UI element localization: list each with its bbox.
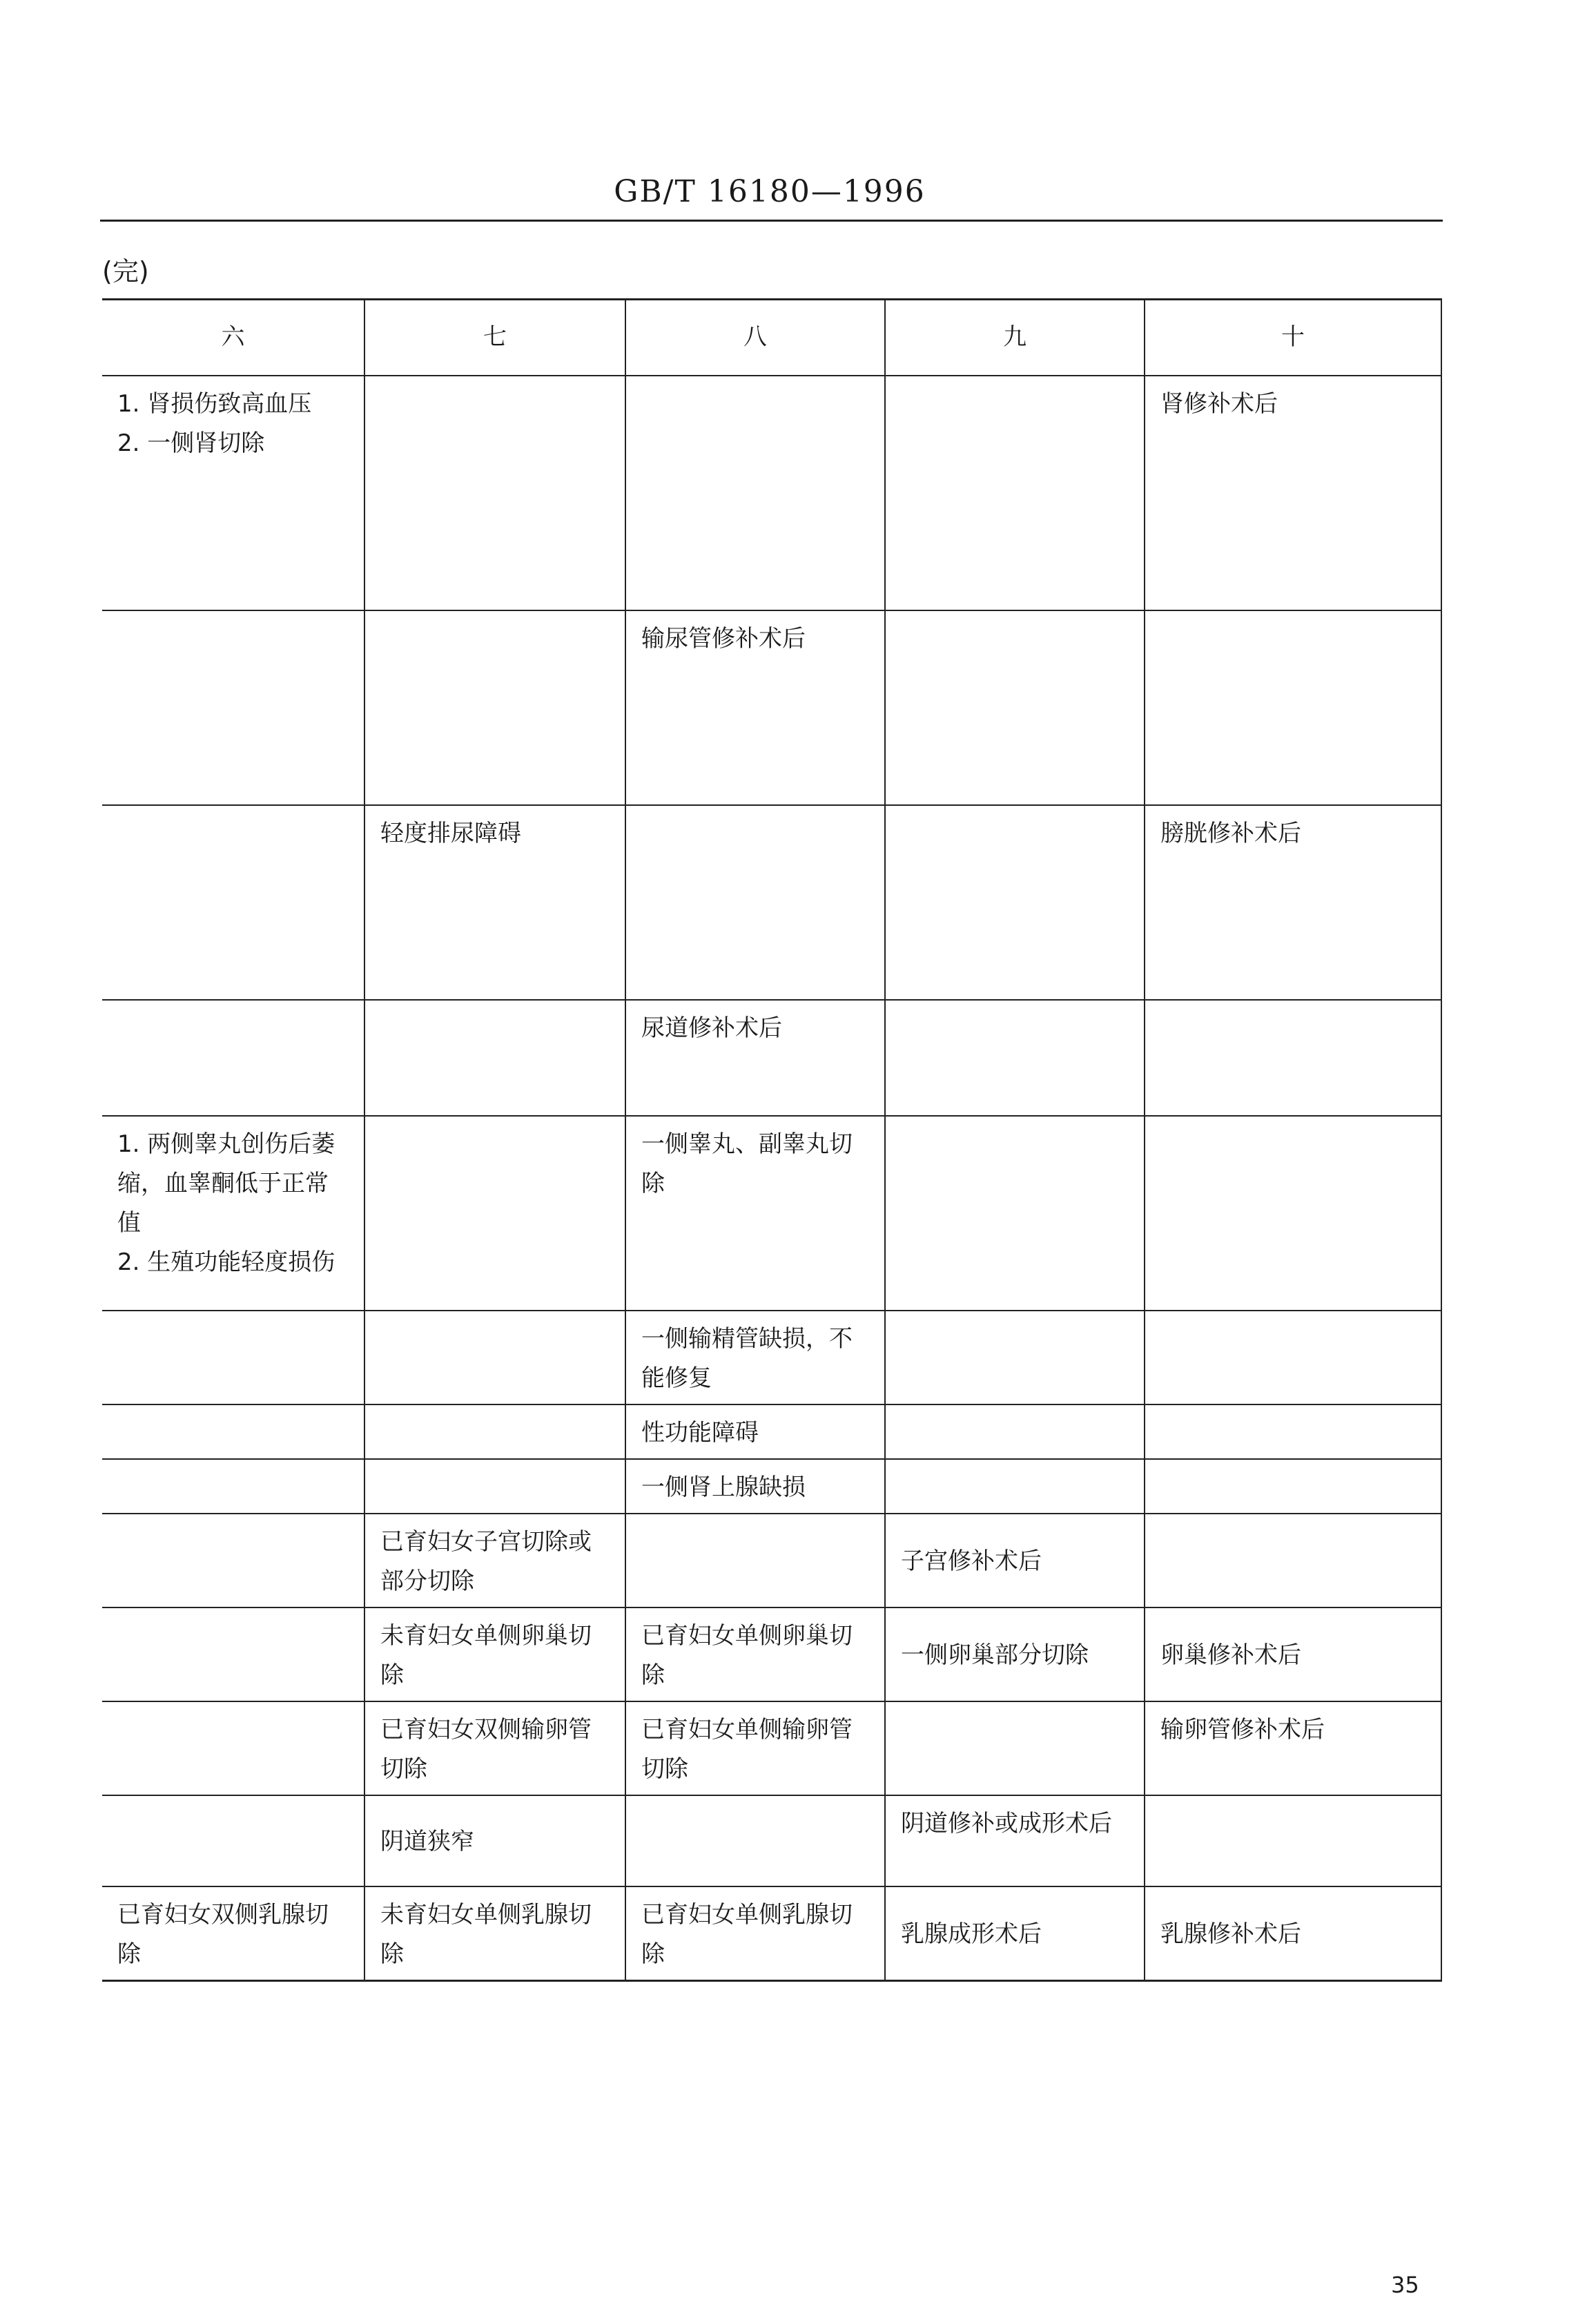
table-cell [364, 1701, 625, 1795]
table-row [102, 376, 1441, 610]
column-header: 九 [885, 300, 1145, 376]
table-cell [102, 376, 364, 610]
table-cell [102, 1404, 364, 1459]
cell-text: 已育妇女子宫切除或部分切除 [380, 1527, 592, 1595]
table-cell [1145, 1514, 1441, 1607]
table-header-row [102, 300, 1441, 376]
table-cell [625, 805, 885, 1000]
cell-text: 2. 生殖功能轻度损伤 [117, 1248, 335, 1276]
table-cell [885, 1000, 1145, 1116]
table-cell [625, 1886, 885, 1981]
column-header: 六 [102, 300, 364, 376]
table-cell [102, 1116, 364, 1311]
table-cell [625, 1459, 885, 1514]
table-cell [364, 1459, 625, 1514]
table-cell [102, 1886, 364, 1981]
standard-number: GB/T 16180—1996 [614, 174, 926, 209]
cell-text: 未育妇女单侧卵巢切除 [380, 1621, 592, 1689]
column-header: 十 [1145, 300, 1441, 376]
cell-text: 乳腺成形术后 [901, 1920, 1042, 1948]
table-row [102, 1000, 1441, 1116]
cell-text: 一侧肾上腺缺损 [641, 1473, 806, 1501]
table-cell [102, 1514, 364, 1607]
table-cell [364, 1404, 625, 1459]
table-row [102, 805, 1441, 1000]
table-cell [1145, 1459, 1441, 1514]
table-cell [885, 376, 1145, 610]
cell-text: 阴道狭窄 [380, 1828, 474, 1855]
continued-label: (完) [102, 256, 149, 287]
table-cell [625, 1000, 885, 1116]
table-cell [625, 1514, 885, 1607]
table-cell [364, 1311, 625, 1404]
table-cell [364, 1607, 625, 1701]
column-header: 八 [625, 300, 885, 376]
cell-text: 轻度排尿障碍 [380, 819, 521, 847]
table-cell [885, 1514, 1145, 1607]
table-cell [625, 1116, 885, 1311]
table-cell [364, 1000, 625, 1116]
grade-table [102, 298, 1442, 1982]
table-cell [885, 805, 1145, 1000]
page-number: 35 [1391, 2272, 1419, 2298]
cell-text: 尿道修补术后 [641, 1014, 782, 1042]
table-cell [364, 376, 625, 610]
table-cell [102, 1607, 364, 1701]
table-cell [885, 1607, 1145, 1701]
table-row [102, 1607, 1441, 1701]
table-cell [102, 1311, 364, 1404]
table-cell [885, 1701, 1145, 1795]
cell-text: 未育妇女单侧乳腺切除 [380, 1900, 592, 1968]
table-cell [1145, 610, 1441, 805]
cell-text: 子宫修补术后 [901, 1547, 1042, 1575]
table-cell [885, 1886, 1145, 1981]
table-row [102, 1311, 1441, 1404]
table-row [102, 1795, 1441, 1886]
cell-text: 已育妇女双侧输卵管切除 [380, 1715, 592, 1783]
table-cell [885, 1116, 1145, 1311]
table-cell [102, 1701, 364, 1795]
cell-text: 一侧卵巢部分切除 [901, 1641, 1089, 1669]
table-cell [102, 610, 364, 805]
table-cell [364, 610, 625, 805]
table-row [102, 610, 1441, 805]
table-cell [625, 1795, 885, 1886]
table-cell [625, 1404, 885, 1459]
cell-text: 1. 两侧睾丸创伤后萎缩，血睾酮低于正常值 [117, 1130, 335, 1237]
table-cell [885, 1404, 1145, 1459]
table-cell [1145, 1886, 1441, 1981]
table-cell [885, 1311, 1145, 1404]
table-cell [625, 376, 885, 610]
table-cell [625, 1607, 885, 1701]
cell-text: 阴道修补或成形术后 [901, 1809, 1112, 1837]
cell-text: 肾修补术后 [1160, 389, 1278, 418]
table-cell [1145, 376, 1441, 610]
table-cell [1145, 1404, 1441, 1459]
table-cell [885, 1459, 1145, 1514]
table-cell [102, 805, 364, 1000]
table-cell [1145, 1701, 1441, 1795]
table-cell [885, 610, 1145, 805]
table-row [102, 1514, 1441, 1607]
cell-text: 输卵管修补术后 [1160, 1715, 1325, 1744]
table-row [102, 1459, 1441, 1514]
table-cell [1145, 1607, 1441, 1701]
table-cell [364, 1116, 625, 1311]
table-cell [364, 805, 625, 1000]
cell-text: 输尿管修补术后 [641, 624, 806, 653]
table-cell [364, 1795, 625, 1886]
table-cell [1145, 805, 1441, 1000]
cell-text: 乳腺修补术后 [1160, 1920, 1301, 1948]
cell-text: 1. 肾损伤致高血压 [117, 389, 312, 418]
cell-text: 膀胱修补术后 [1160, 819, 1301, 847]
cell-text: 一侧睾丸、副睾丸切除 [641, 1130, 853, 1197]
table-row [102, 1701, 1441, 1795]
table-cell [625, 1701, 885, 1795]
table-cell [102, 1795, 364, 1886]
table-row [102, 1886, 1441, 1981]
cell-text: 已育妇女单侧乳腺切除 [641, 1900, 853, 1968]
table-cell [885, 1795, 1145, 1886]
table-cell [1145, 1000, 1441, 1116]
cell-text: 卵巢修补术后 [1160, 1641, 1301, 1669]
table-cell [625, 1311, 885, 1404]
cell-text: 性功能障碍 [641, 1418, 759, 1447]
header-rule [100, 220, 1443, 222]
table-cell [364, 1886, 625, 1981]
table-cell [102, 1000, 364, 1116]
table-cell [364, 1514, 625, 1607]
table-row [102, 1116, 1441, 1311]
cell-text: 已育妇女单侧卵巢切除 [641, 1621, 853, 1689]
cell-text: 一侧输精管缺损，不能修复 [641, 1324, 853, 1392]
table-cell [625, 610, 885, 805]
table-row [102, 1404, 1441, 1459]
cell-text: 2. 一侧肾切除 [117, 429, 265, 457]
table-body [102, 376, 1441, 1981]
table-cell [1145, 1795, 1441, 1886]
table-cell [102, 1459, 364, 1514]
column-header: 七 [364, 300, 625, 376]
cell-text: 已育妇女单侧输卵管切除 [641, 1715, 853, 1783]
table-cell [1145, 1311, 1441, 1404]
table-cell [1145, 1116, 1441, 1311]
cell-text: 已育妇女双侧乳腺切除 [117, 1900, 329, 1968]
